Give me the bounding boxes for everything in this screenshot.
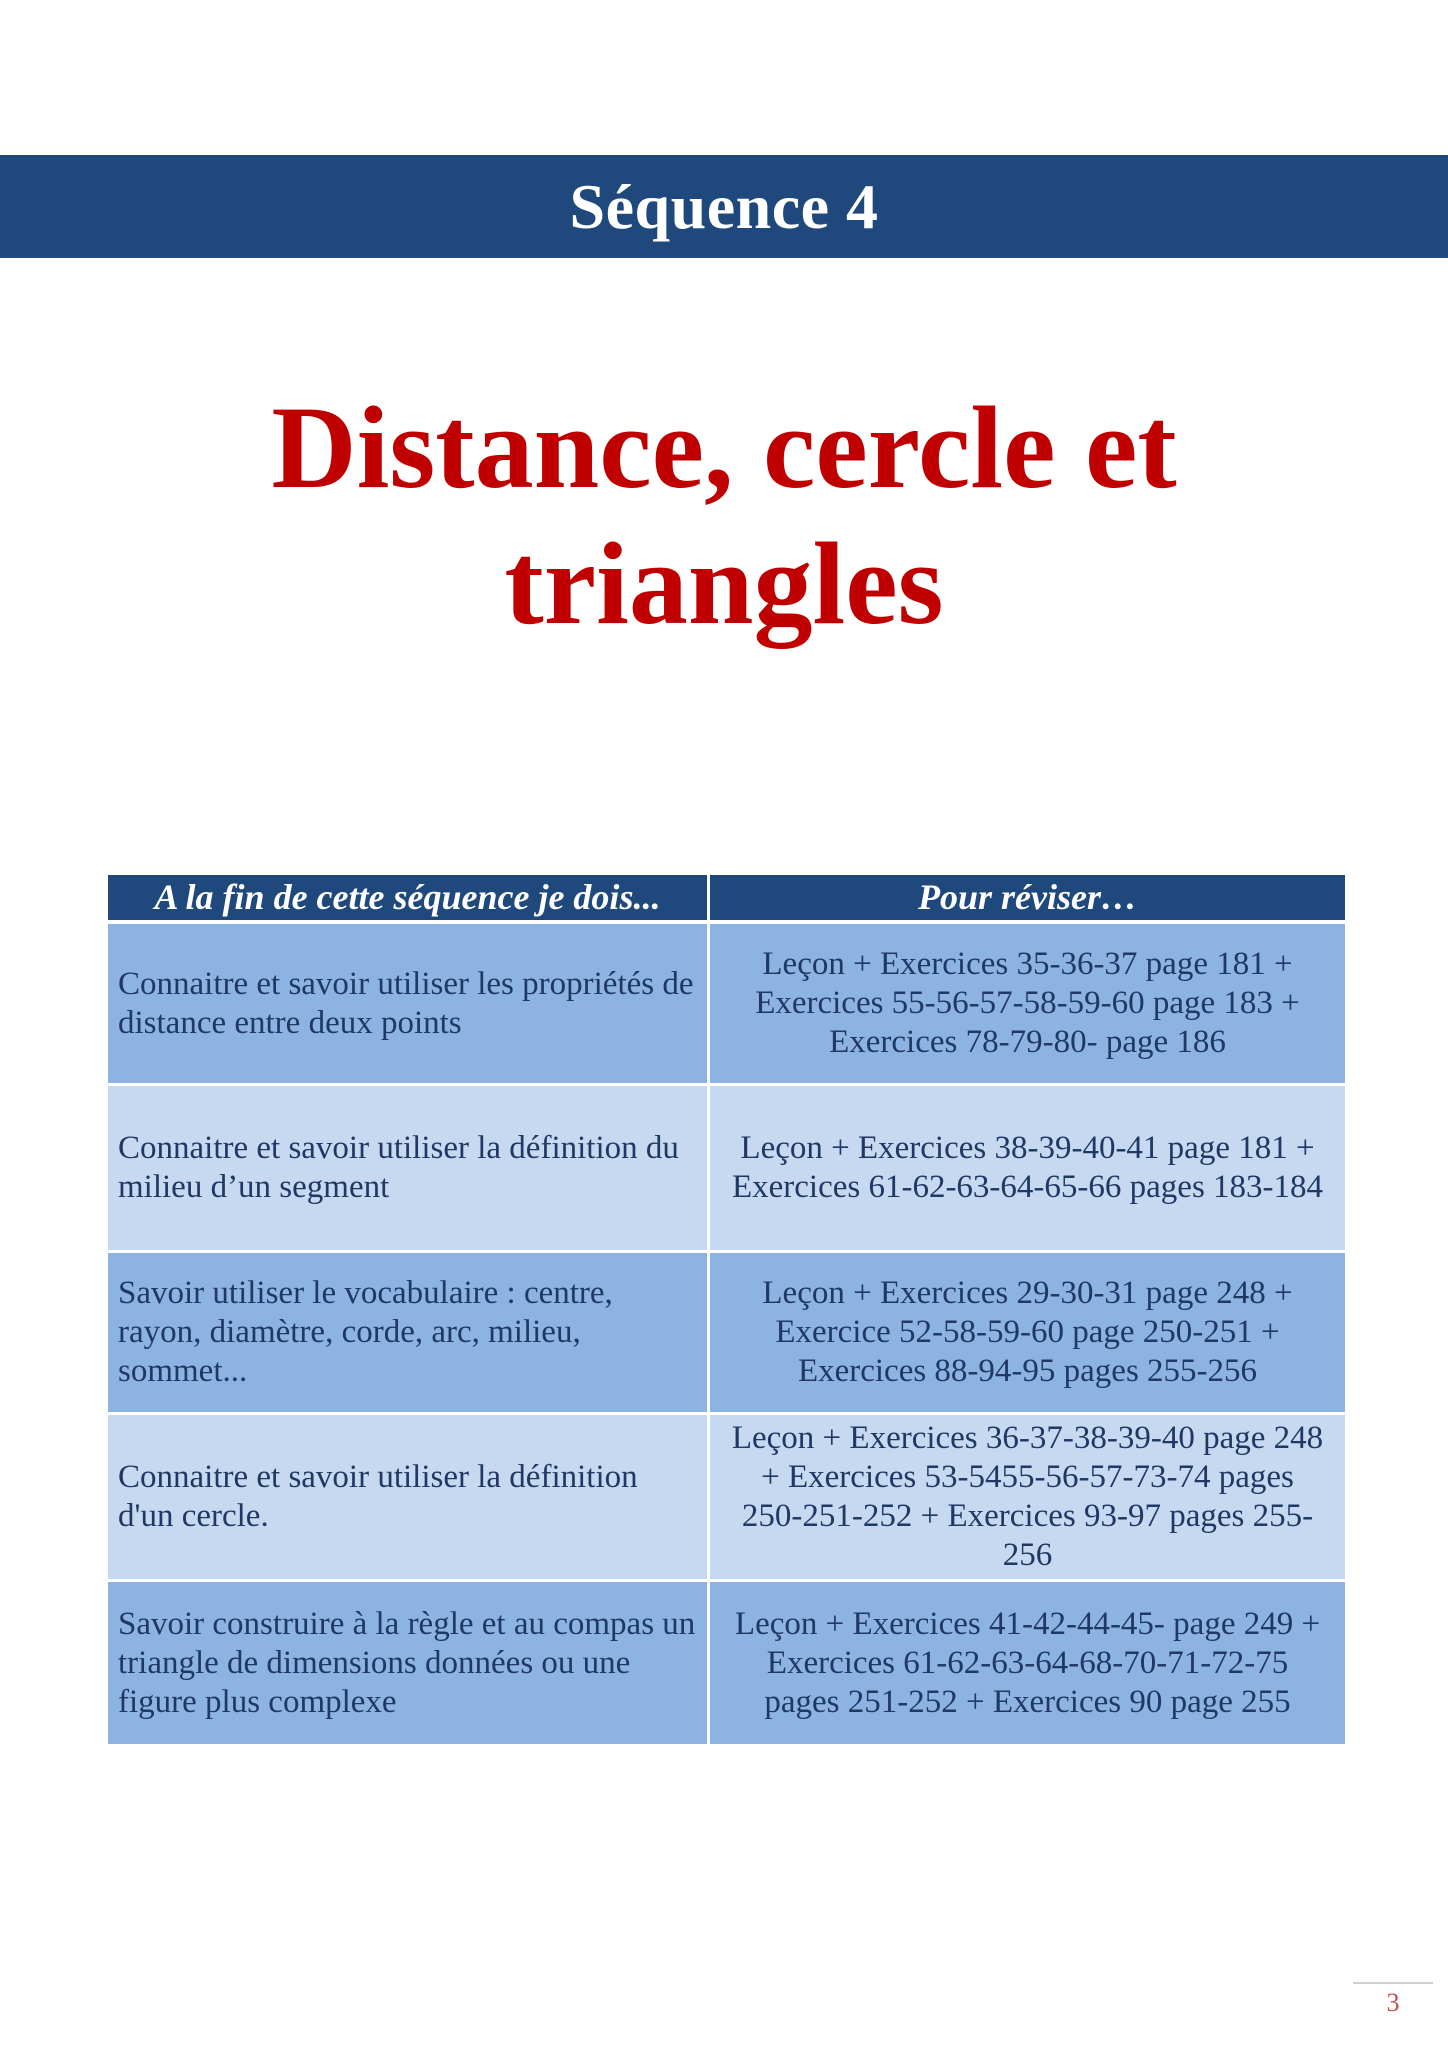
- revision-line: Leçon + Exercices 29-30-31 page 248 +: [762, 1275, 1293, 1311]
- revision-line: 256: [1002, 1537, 1053, 1573]
- page-title-line-1: Distance, cercle et: [271, 382, 1177, 513]
- objective-cell: Connaitre et savoir utiliser la définition du milieu d’un segment: [107, 1085, 709, 1252]
- revision-line: Leçon + Exercices 36-37-38-39-40 page 248: [731, 1420, 1324, 1456]
- revision-cell: [709, 1581, 1347, 1746]
- objectives-table: [105, 875, 1348, 1747]
- revision-line: + Exercices 53-5455-56-57-73-74 pages: [761, 1459, 1294, 1495]
- page-title-line-2: triangles: [504, 518, 944, 649]
- objective-cell: Savoir construire à la règle et au compas un triangle de dimensions données ou une figure plus complexe: [107, 1581, 709, 1746]
- revision-line: Exercices 61-62-63-64-68-70-71-72-75: [766, 1644, 1289, 1681]
- revision-line: Exercice 52-58-59-60 page 250-251 +: [775, 1314, 1280, 1350]
- table-row: [107, 922, 1347, 1085]
- revision-cell: [709, 922, 1347, 1085]
- revision-line: Exercices 88-94-95 pages 255-256: [797, 1353, 1258, 1389]
- table-row: [107, 1085, 1347, 1252]
- revision-line: 250-251-252 + Exercices 93-97 pages 255-: [741, 1498, 1314, 1534]
- table-row: [107, 1414, 1347, 1581]
- objective-cell: Connaitre et savoir utiliser les propriétés de distance entre deux points: [107, 922, 709, 1085]
- sequence-label: Séquence 4: [569, 170, 879, 242]
- revision-line: Leçon + Exercices 38-39-40-41 page 181 +: [740, 1130, 1315, 1166]
- sequence-banner: [0, 155, 1448, 258]
- revision-line: Exercices 78-79-80- page 186: [829, 1024, 1226, 1060]
- revision-line: pages 251-252 + Exercices 90 page 255: [764, 1683, 1291, 1720]
- revision-line: Exercices 61-62-63-64-65-66 pages 183-184: [731, 1169, 1324, 1205]
- table-row: [107, 1581, 1347, 1746]
- header-objectives: A la fin de cette séquence je dois...: [107, 875, 709, 922]
- page-title: [0, 380, 1448, 652]
- footer-divider: [1353, 1982, 1433, 1984]
- table-header-row: [107, 875, 1347, 922]
- revision-line: Exercices 55-56-57-58-59-60 page 183 +: [755, 985, 1300, 1021]
- revision-cell: [709, 1085, 1347, 1252]
- revision-cell: [709, 1414, 1347, 1581]
- revision-cell: [709, 1252, 1347, 1414]
- objective-cell: Connaitre et savoir utiliser la définition d'un cercle.: [107, 1414, 709, 1581]
- header-revision: Pour réviser…: [709, 875, 1347, 922]
- page-number: 3: [1386, 1988, 1400, 2017]
- objective-cell: Savoir utiliser le vocabulaire : centre, rayon, diamètre, corde, arc, milieu, sommet...: [107, 1252, 709, 1414]
- revision-line: Leçon + Exercices 35-36-37 page 181 +: [762, 946, 1293, 982]
- revision-line: Leçon + Exercices 41-42-44-45- page 249 +: [734, 1605, 1321, 1642]
- table-row: [107, 1252, 1347, 1414]
